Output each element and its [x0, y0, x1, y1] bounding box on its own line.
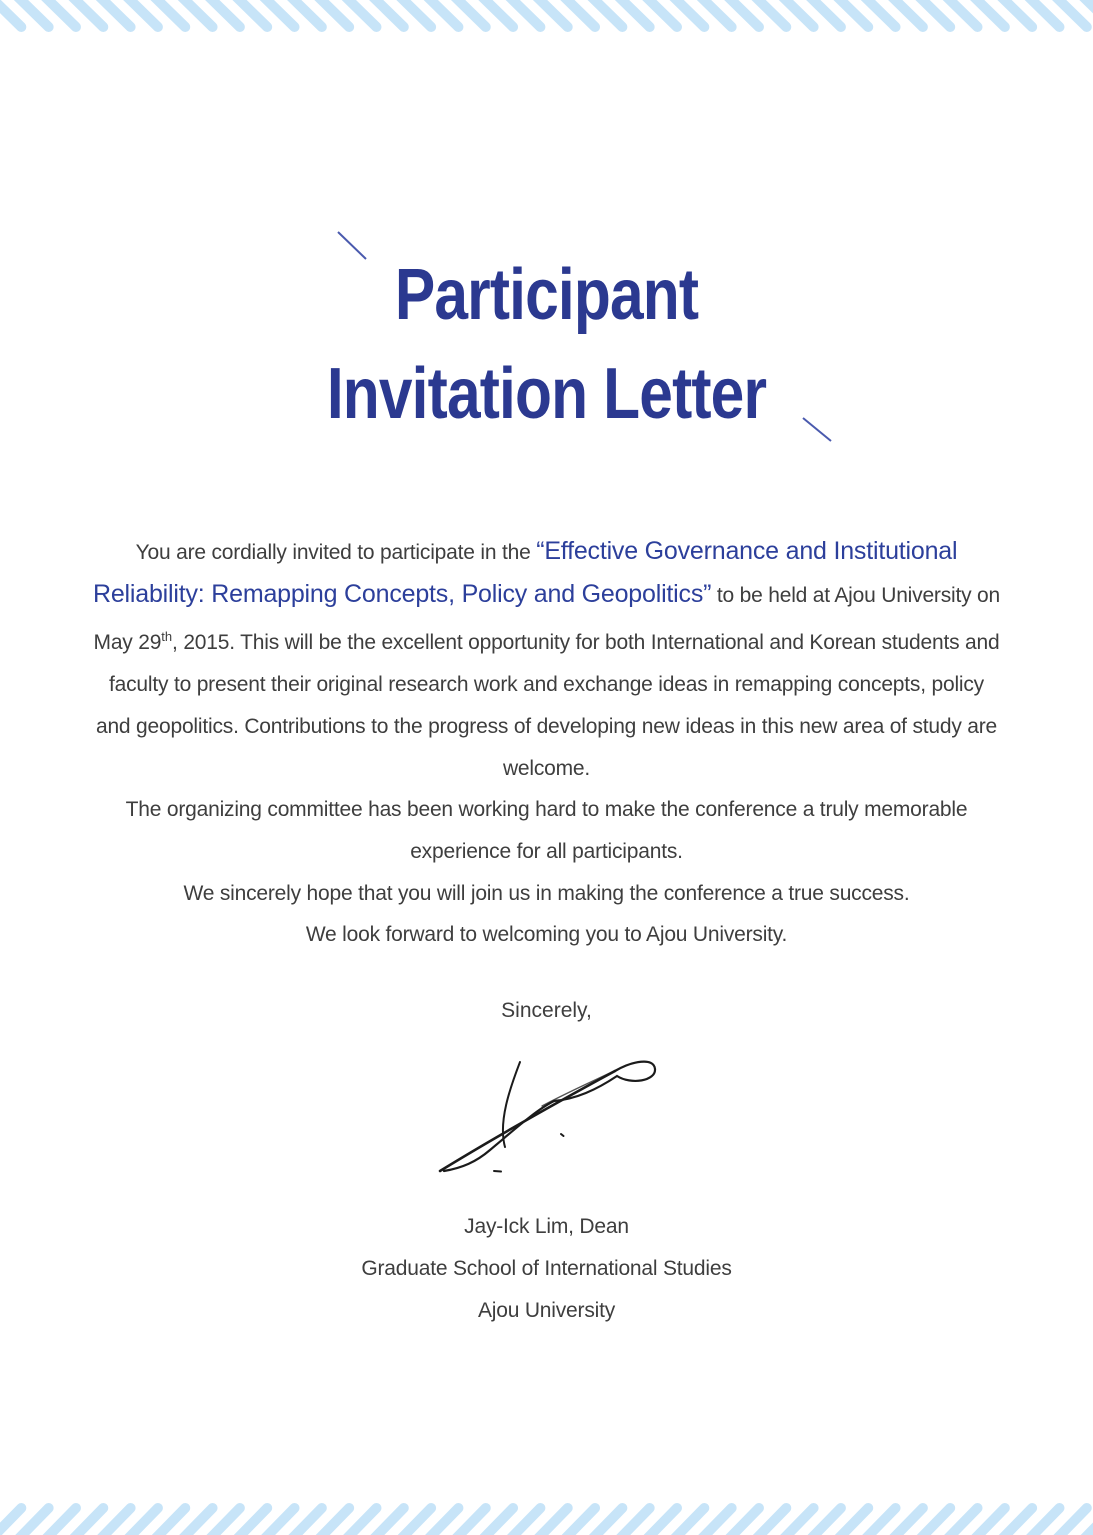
top-stripe-border: [0, 0, 1093, 36]
body-intro-text: You are cordially invited to participate in the: [135, 541, 537, 564]
signer-block: [0, 1206, 1093, 1332]
signature-image: [424, 1040, 664, 1180]
conference-title-quote: “Effective Governance and Institutional Reliability: Remapping Concepts, Policy and Geopolitics”: [92, 537, 958, 608]
date-ordinal-suffix: th: [161, 629, 173, 645]
bottom-stripe-border: [0, 1495, 1093, 1535]
body-sentence-committee: The organizing committee has been working hard to make the conference a truly memorable experience for all participants.: [125, 798, 968, 863]
signer-school: Graduate School of International Studies: [361, 1257, 732, 1280]
body-date-text: to be held at Ajou University on May 29: [93, 583, 1001, 655]
closing-sincerely: Sincerely,: [501, 999, 592, 1022]
title-line-1: Participant: [394, 255, 699, 335]
body-continuation-text: , 2015. This will be the excellent opportunity for both International and Korean students and faculty to present their original research work and exchange ideas in remapping concepts, policy and geopolitics. Contributions to the progress of developing new ideas in this new area of study are welcome.: [95, 631, 1000, 780]
page-title: [0, 246, 1093, 444]
body-sentence-hope: We sincerely hope that you will join us in making the conference a true success.: [183, 881, 910, 905]
title-line-2: Invitation Letter: [326, 354, 767, 434]
signer-name: Jay-Ick Lim, Dean: [464, 1215, 629, 1238]
body-sentence-welcome: We look forward to welcoming you to Ajou University.: [305, 923, 788, 947]
signer-university: Ajou University: [477, 1299, 616, 1322]
letter-body: [92, 531, 1002, 956]
